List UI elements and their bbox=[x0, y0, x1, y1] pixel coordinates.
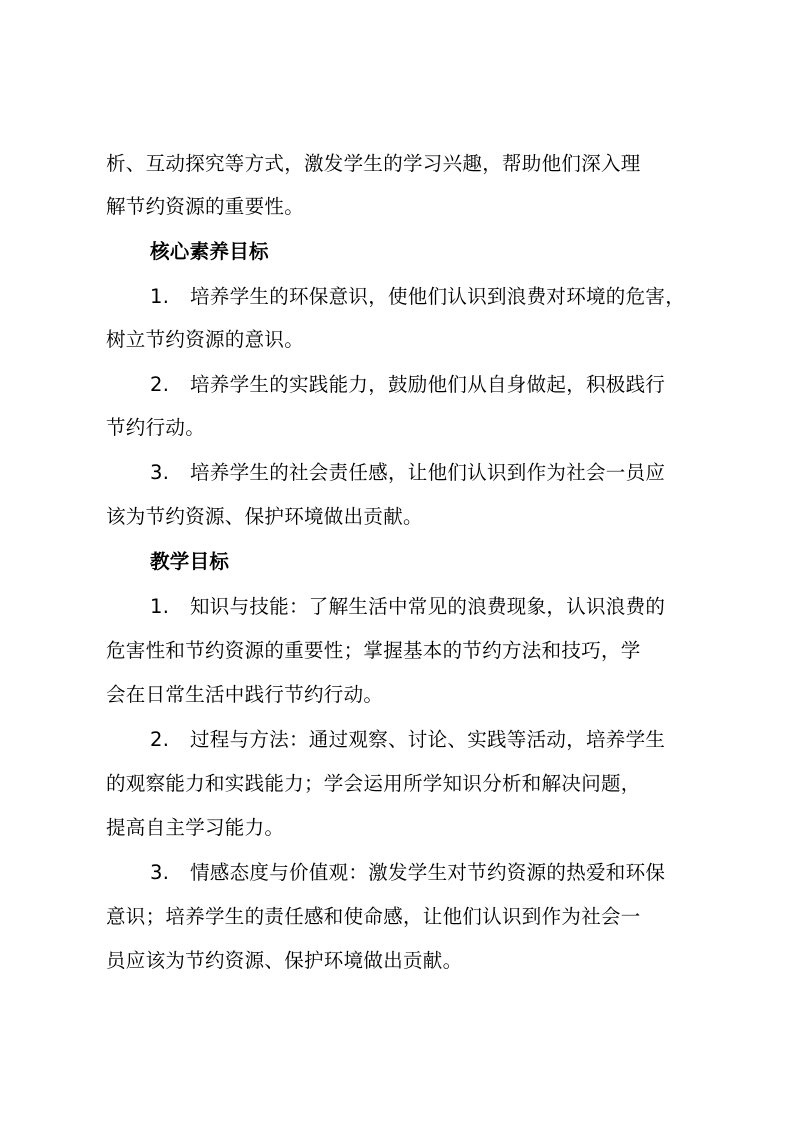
core-item-3-text: 培养学生的社会责任感，让他们认识到作为社会一员应 bbox=[190, 461, 666, 484]
core-item-2-number: 2. bbox=[150, 373, 170, 396]
goal-item-1-line-2: 危害性和节约资源的重要性；掌握基本的节约方法和技巧，学 bbox=[106, 639, 641, 662]
core-literacy-heading: 核心素养目标 bbox=[150, 240, 269, 263]
goal-item-1-number: 1. bbox=[150, 595, 170, 618]
goal-item-1-line-3: 会在日常生活中践行节约行动。 bbox=[106, 683, 384, 706]
goal-item-2-line-2: 的观察能力和实践能力；学会运用所学知识分析和解决问题， bbox=[106, 772, 641, 795]
core-item-1-line-1 bbox=[150, 284, 685, 310]
goal-item-3-line-3: 员应该为节约资源、保护环境做出贡献。 bbox=[106, 949, 463, 972]
core-item-2-text: 培养学生的实践能力，鼓励他们从自身做起，积极践行 bbox=[190, 373, 666, 396]
goal-item-1-text: 知识与技能：了解生活中常见的浪费现象，认识浪费的 bbox=[190, 595, 666, 618]
intro-line-2: 解节约资源的重要性。 bbox=[106, 195, 305, 218]
core-item-1-text: 培养学生的环保意识，使他们认识到浪费对环境的危害， bbox=[190, 285, 686, 308]
core-item-2-line-2: 节约行动。 bbox=[106, 416, 206, 439]
teaching-goals-heading: 教学目标 bbox=[150, 550, 230, 573]
goal-item-2-line-1 bbox=[150, 727, 665, 753]
core-item-2-line-1 bbox=[150, 372, 665, 398]
goal-item-3-number: 3. bbox=[150, 861, 170, 884]
core-item-1-line-2: 树立节约资源的意识。 bbox=[106, 328, 305, 351]
goal-item-3-text: 情感态度与价值观：激发学生对节约资源的热爱和环保 bbox=[190, 861, 666, 884]
goal-item-2-number: 2. bbox=[150, 728, 170, 751]
core-item-3-number: 3. bbox=[150, 461, 170, 484]
intro-line-1: 析、互动探究等方式，激发学生的学习兴趣，帮助他们深入理 bbox=[106, 152, 641, 175]
goal-item-3-line-1 bbox=[150, 860, 665, 886]
goal-item-2-line-3: 提高自主学习能力。 bbox=[106, 816, 285, 839]
goal-item-3-line-2: 意识；培养学生的责任感和使命感，让他们认识到作为社会一 bbox=[106, 905, 641, 928]
goal-item-2-text: 过程与方法：通过观察、讨论、实践等活动，培养学生 bbox=[190, 728, 666, 751]
core-item-3-line-1 bbox=[150, 460, 665, 486]
core-item-3-line-2: 该为节约资源、保护环境做出贡献。 bbox=[106, 505, 423, 528]
core-item-1-number: 1. bbox=[150, 285, 170, 308]
goal-item-1-line-1 bbox=[150, 594, 665, 620]
